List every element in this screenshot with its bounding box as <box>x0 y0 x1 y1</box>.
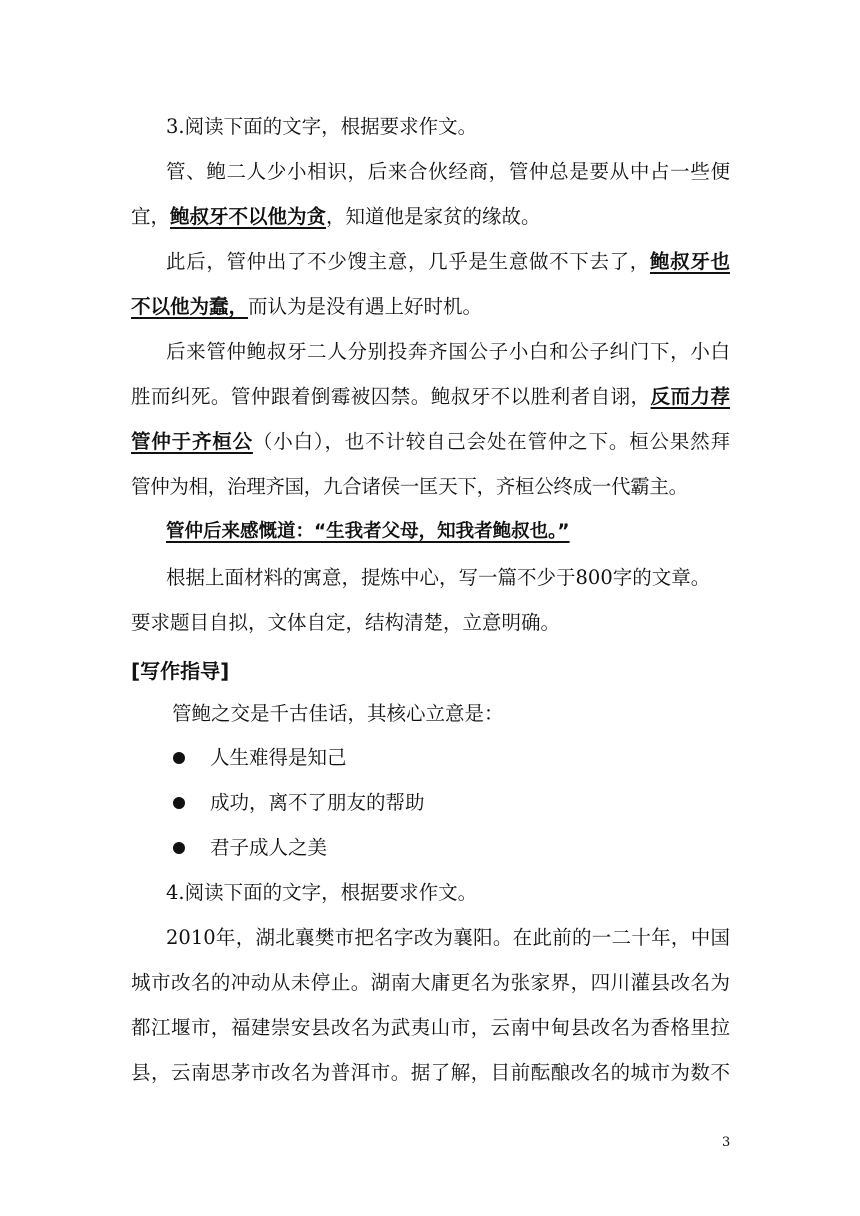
requirement-line2: 要求题目自拟，文体自定，结构清楚，立意明确。 <box>131 611 561 634</box>
text-span: 而认为是没有遇上好时机。 <box>248 295 483 318</box>
q3-para3-line4: 管仲为相，治理齐国，九合诸侯一匡天下，齐桓公终成一代霸主。 <box>131 475 688 498</box>
q4-line1: 2010年，湖北襄樊市把名字改为襄阳。在此前的一二十年，中国 <box>166 926 730 949</box>
guide-point: 人生难得是知己 <box>210 746 347 769</box>
requirement-line1: 根据上面材料的寓意，提炼中心，写一篇不少于800字的文章。 <box>166 566 711 589</box>
emphasis-text: 不以他为蠢， <box>131 295 249 318</box>
q3-para3-line1: 后来管仲鲍叔牙二人分别投奔齐国公子小白和公子纠门下，小白 <box>166 340 730 363</box>
q3-para2-line1 <box>166 250 730 273</box>
q4-line2: 城市改名的冲动从未停止。湖南大庸更名为张家界，四川灌县改名为 <box>131 971 730 994</box>
q4-title: 4.阅读下面的文字，根据要求作文。 <box>166 881 478 904</box>
q3-para3-line3 <box>131 430 730 453</box>
bullet-icon <box>173 842 185 854</box>
text-span: ，知道他是家贫的缘故。 <box>326 205 541 228</box>
text-span: 宜， <box>131 205 171 228</box>
bullet-icon <box>173 797 185 809</box>
q4-line4: 县，云南思茅市改名为普洱市。据了解，目前酝酿改名的城市为数不 <box>131 1061 730 1084</box>
text-span: 胜而纠死。管仲跟着倒霉被囚禁。鲍叔牙不以胜利者自诩， <box>131 385 651 408</box>
text-span: （小白），也不计较自己会处在管仲之下。桓公果然拜 <box>252 430 730 453</box>
page-number: 3 <box>722 1135 731 1150</box>
text-span: 此后，管仲出了不少馊主意，几乎是生意做不下去了， <box>166 250 650 273</box>
emphasis-text: 反而力荐 <box>650 385 730 408</box>
q4-line3: 都江堰市，福建崇安县改名为武夷山市，云南中甸县改名为香格里拉 <box>131 1016 730 1039</box>
guide-point: 君子成人之美 <box>210 836 328 859</box>
emphasis-text: 鲍叔牙也 <box>649 250 730 273</box>
q3-title: 3.阅读下面的文字，根据要求作文。 <box>166 115 478 138</box>
emphasis-text: 鲍叔牙不以他为贪 <box>170 205 327 228</box>
writing-guide-heading: [写作指导] <box>131 659 230 683</box>
guide-intro: 管鲍之交是千古佳话，其核心立意是： <box>172 702 504 725</box>
guide-point: 成功，离不了朋友的帮助 <box>210 791 425 814</box>
q3-para3-line2 <box>131 385 730 408</box>
quote-line: 管仲后来感慨道：“生我者父母，知我者鲍叔也。” <box>166 521 570 542</box>
q3-para1-line2 <box>131 205 730 228</box>
q3-para2-line2 <box>131 295 730 318</box>
bullet-icon <box>173 752 185 764</box>
emphasis-text: 管仲于齐桓公 <box>131 430 253 453</box>
q3-para1-line1: 管、鲍二人少小相识，后来合伙经商，管仲总是要从中占一些便 <box>166 160 730 183</box>
